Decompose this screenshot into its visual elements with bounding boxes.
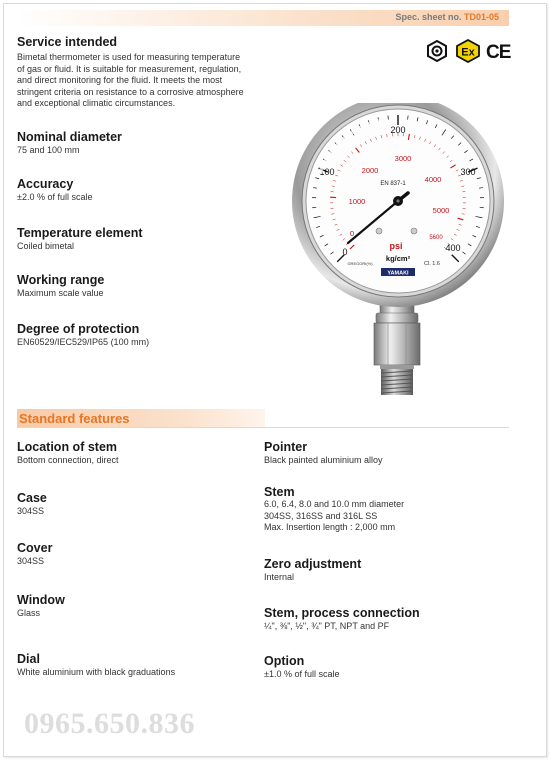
stem-value	[264, 499, 404, 534]
outer-scale-label: 100	[319, 167, 335, 177]
stem-line: 6.0, 6.4, 8.0 and 10.0 mm diameter	[264, 499, 405, 509]
description-line: stringent criteria on resistance to a corrosive atmosphere	[17, 86, 244, 97]
ex-certification-icon	[455, 39, 481, 63]
inner-scale-label: 0	[349, 229, 355, 238]
pointer-title: Pointer	[264, 440, 308, 454]
option-title: Option	[264, 654, 305, 668]
service-intended-description	[17, 52, 244, 110]
watermark-phone-number: 0965.650.836	[24, 707, 195, 740]
degree-of-protection-value: EN60529/IEC529/IP65 (100 mm)	[17, 337, 150, 347]
outer-scale-label: 400	[445, 243, 461, 253]
cover-title: Cover	[17, 541, 53, 555]
standard-features-title: Standard features	[19, 411, 130, 426]
stem-line: 304SS, 316SS and 316L SS	[264, 510, 378, 521]
service-intended-title: Service intended	[17, 35, 118, 49]
window-title: Window	[17, 593, 65, 607]
standard-features-header	[17, 409, 265, 427]
degree-of-protection-title: Degree of protection	[17, 322, 140, 336]
gauge-small-text: GREGORI(%)	[347, 261, 373, 266]
standard-features-divider	[17, 427, 509, 428]
zero-adjustment-value: Internal	[264, 572, 295, 582]
gauge-unit-kg: kg/cm²	[385, 254, 411, 263]
description-line: Bimetal thermometer is used for measuring temperature	[17, 52, 241, 62]
inner-scale-label: 2000	[361, 166, 379, 175]
pressure-gauge-image	[290, 103, 505, 398]
inner-scale-label: 5000	[432, 206, 450, 215]
gauge-class-label: Cl. 1.6	[424, 261, 440, 267]
gauge-unit-psi: psi	[389, 241, 403, 251]
window-value: Glass	[17, 608, 41, 618]
temperature-element-title: Temperature element	[17, 226, 143, 240]
pointer-value: Black painted aluminium alloy	[264, 455, 383, 465]
inner-scale-label: 3000	[394, 154, 412, 163]
working-range-value: Maximum scale value	[17, 288, 104, 298]
stem-title: Stem	[264, 485, 295, 499]
certification-icons	[425, 39, 515, 63]
description-line: and exceptional climatic circumstances.	[17, 98, 176, 108]
gauge-brand-label: YAMAKI	[387, 270, 409, 277]
nominal-diameter-title: Nominal diameter	[17, 130, 122, 144]
outer-scale-label: 200	[390, 125, 406, 135]
gauge-stem	[374, 293, 420, 395]
temperature-element-value: Coiled bimetal	[17, 241, 75, 251]
gauge-standard-label: EN 837-1	[380, 181, 406, 187]
dial-value: White aluminium with black graduations	[17, 667, 176, 677]
zero-adjustment-title: Zero adjustment	[264, 557, 362, 571]
case-value: 304SS	[17, 506, 45, 516]
accuracy-value: ±2.0 % of full scale	[17, 192, 93, 202]
description-line: of gas or fluid. It is suitable for measurement, regulation,	[17, 63, 242, 74]
stem-process-connection-value: ¼", ⅜", ½", ¾" PT, NPT and PF	[264, 621, 390, 631]
spec-sheet-bar	[17, 10, 509, 26]
ex-mark-text: Ex	[461, 46, 475, 59]
nominal-diameter-value: 75 and 100 mm	[17, 145, 80, 155]
case-title: Case	[17, 491, 47, 505]
inner-scale-label: 5600	[429, 235, 443, 241]
stem-process-connection-title: Stem, process connection	[264, 606, 420, 620]
description-line: and direct monitoring for the fluid. It meets the most	[17, 75, 223, 85]
outer-scale-label: 0	[342, 247, 348, 257]
gas-certification-icon	[425, 39, 449, 63]
cover-value: 304SS	[17, 556, 45, 566]
inner-scale-label: 1000	[348, 197, 366, 206]
working-range-title: Working range	[17, 273, 105, 287]
outer-scale-label: 300	[460, 167, 476, 177]
accuracy-title: Accuracy	[17, 177, 74, 191]
spec-sheet-number	[395, 12, 499, 22]
ce-mark-icon	[485, 39, 513, 63]
stem-line: Max. Insertion length : 2,000 mm	[264, 522, 396, 532]
dial-title: Dial	[17, 652, 40, 666]
spec-sheet-code: TD01-05	[463, 12, 499, 22]
location-of-stem-title: Location of stem	[17, 440, 118, 454]
option-value: ±1.0 % of full scale	[264, 669, 340, 679]
location-of-stem-value: Bottom connection, direct	[17, 455, 119, 465]
spec-sheet-label: Spec. sheet no.	[395, 12, 462, 22]
inner-scale-label: 4000	[424, 175, 442, 184]
ce-mark-text: CE	[486, 42, 511, 63]
